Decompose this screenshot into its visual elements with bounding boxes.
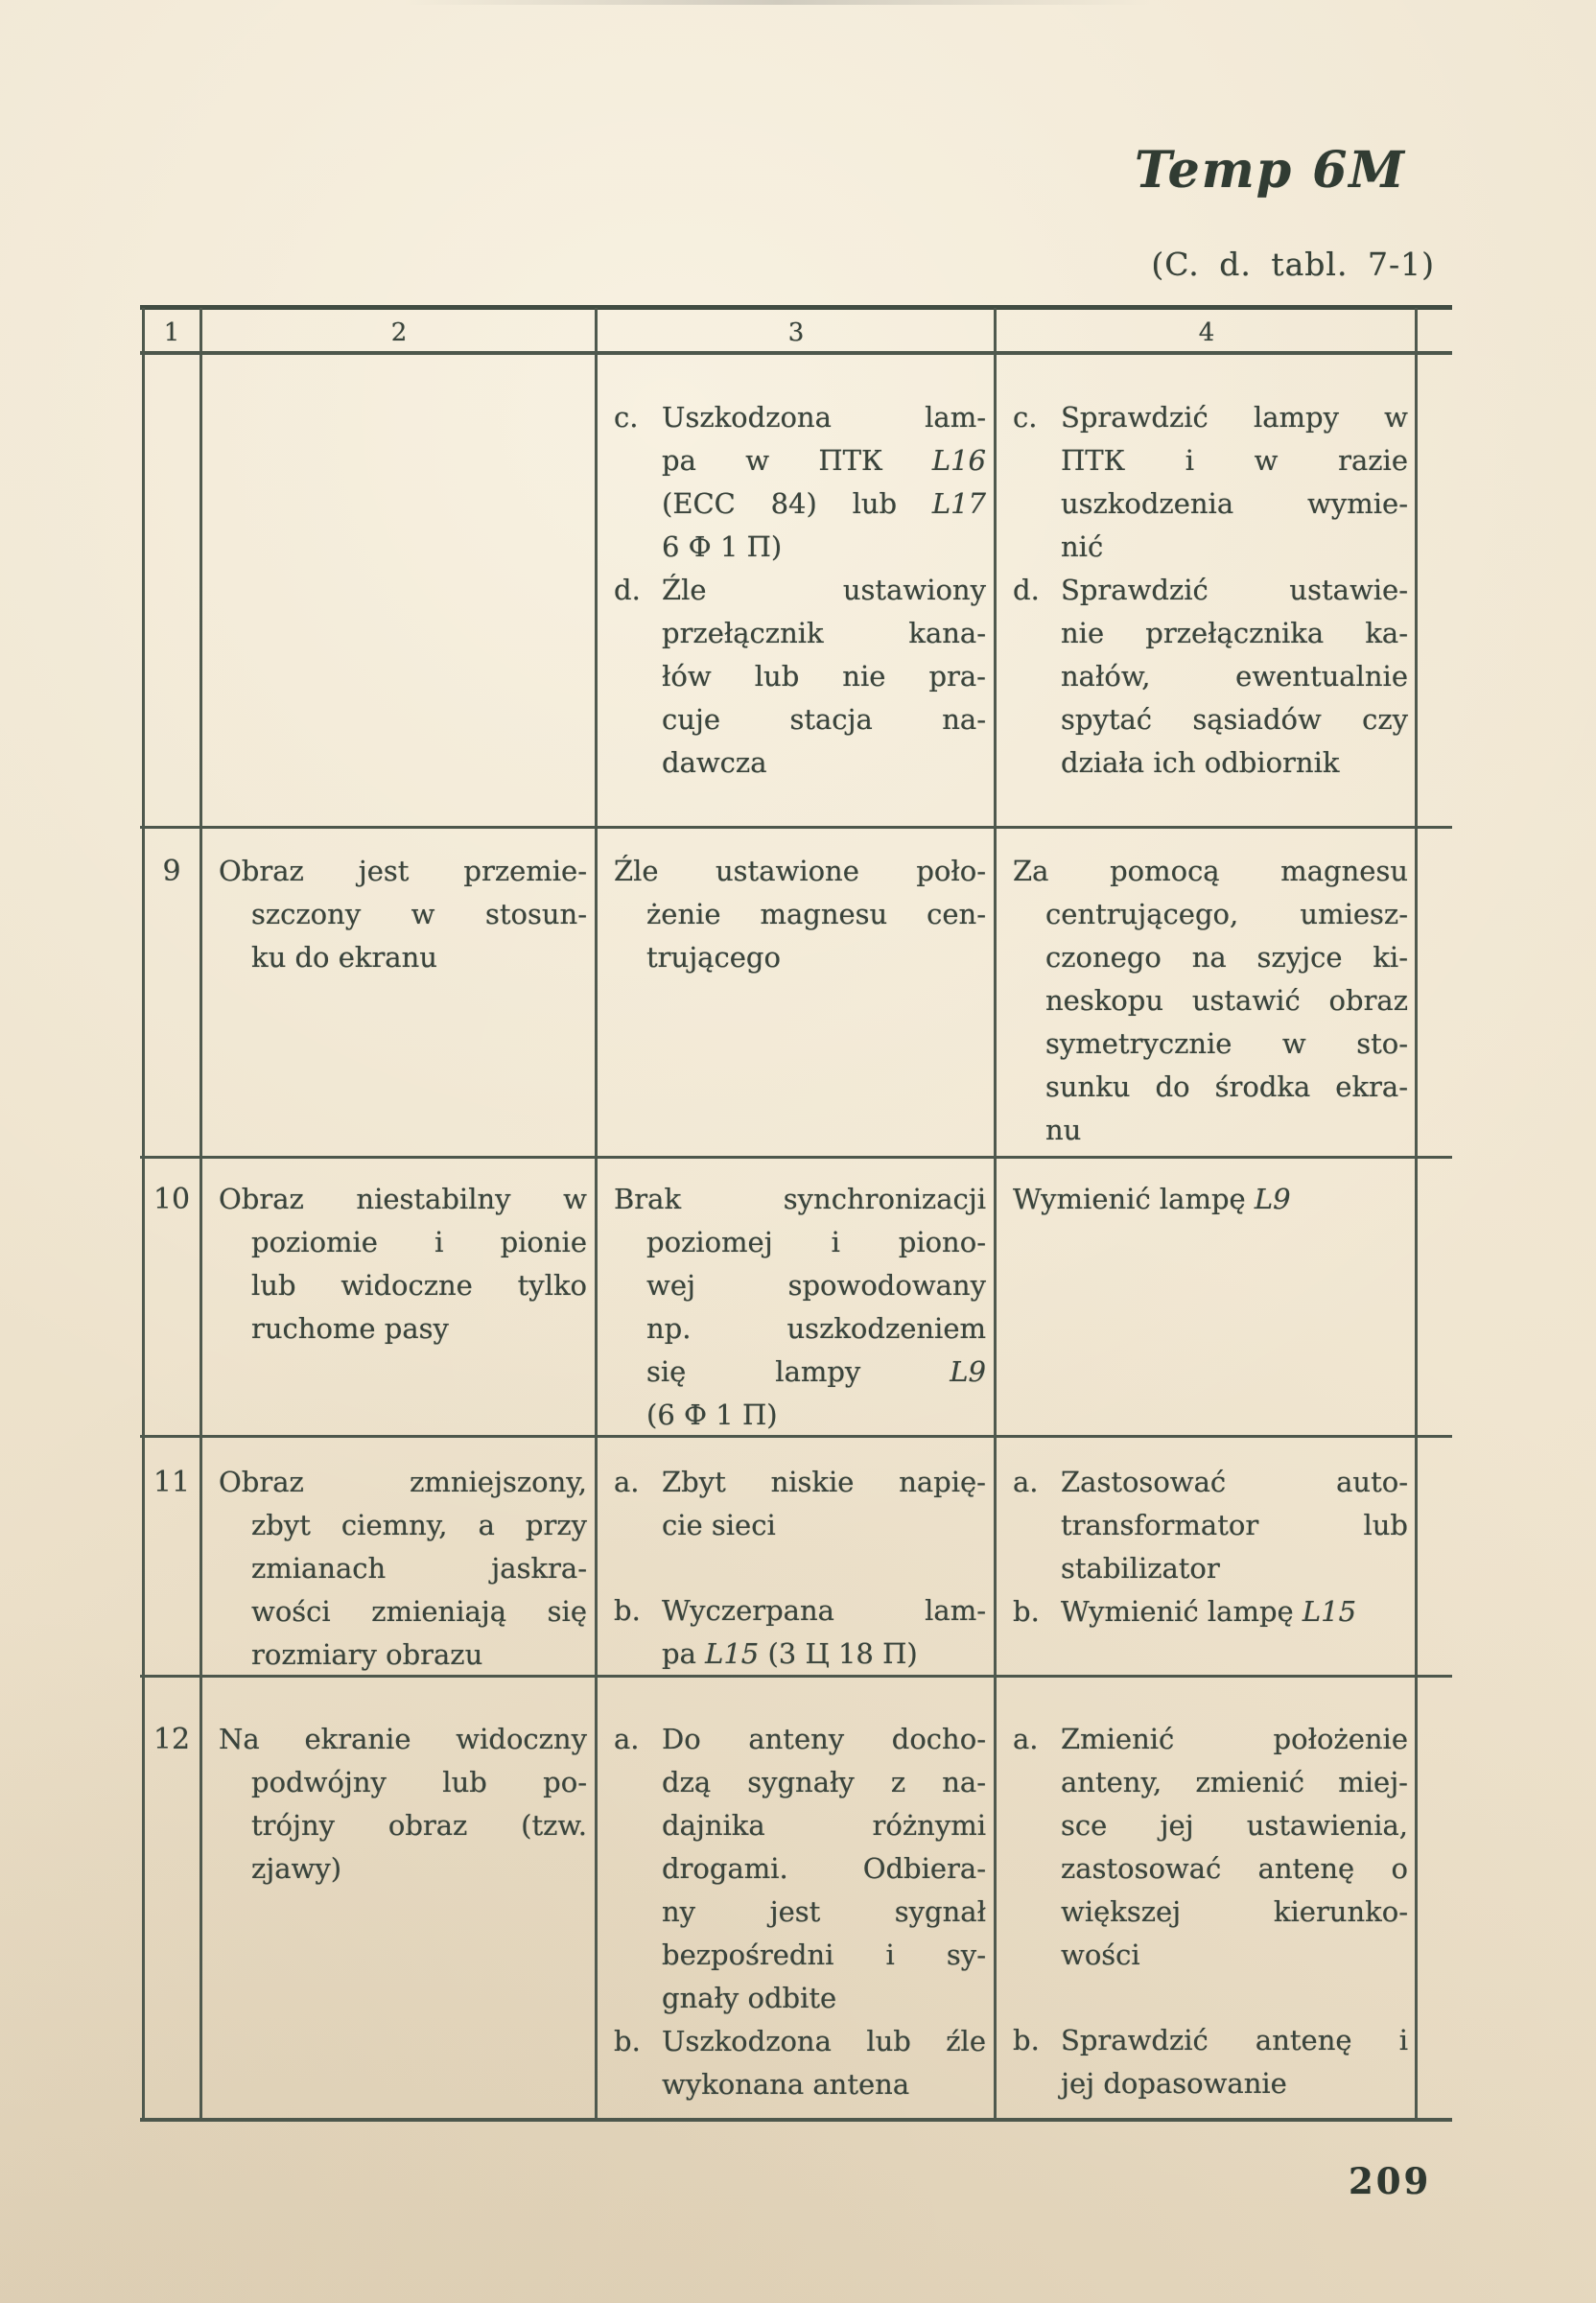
cell-text-item	[1013, 1461, 1408, 1590]
text-line: większej kierunko-	[1061, 1895, 1408, 1928]
text-line: wości zmieniają się	[251, 1595, 587, 1628]
text-line: nić	[1061, 530, 1104, 563]
text-line: rozmiary obrazu	[251, 1638, 483, 1671]
text-line: nie przełącznika ka-	[1061, 617, 1408, 649]
text-line: wykonana antena	[662, 2068, 910, 2101]
text-line: Na ekranie widoczny	[219, 1723, 587, 1755]
column-header: 2	[390, 317, 408, 347]
cell-text-item	[614, 1461, 986, 1547]
item-letter-label: b.	[1013, 1595, 1040, 1628]
cell-text-item	[219, 1461, 587, 1677]
text-line: Wymienić lampę L15	[1061, 1595, 1357, 1628]
item-letter-label: c.	[614, 401, 639, 434]
item-letter-label: c.	[1013, 401, 1038, 434]
text-line: wości	[1061, 1939, 1140, 1971]
text-line: Uszkodzona lam-	[662, 401, 986, 434]
row-number-cell: 9	[162, 855, 181, 888]
text-line: poziomej i piono-	[646, 1226, 986, 1258]
text-line: Źle ustawiony	[662, 574, 986, 606]
cell-text-item	[1013, 1178, 1408, 1221]
table-header-row	[142, 305, 1418, 352]
item-letter-label: b.	[614, 2025, 641, 2057]
remedy-cell	[996, 1461, 1418, 1677]
table-row	[142, 827, 1418, 1157]
text-line: Do anteny docho-	[662, 1723, 986, 1755]
text-line: drogami. Odbiera-	[662, 1852, 986, 1885]
text-line: poziomie i pionie	[251, 1226, 587, 1258]
text-line: łów lub nie pra-	[662, 660, 986, 693]
text-line: pa w ПТК L16	[662, 444, 986, 477]
text-line: zbyt ciemny, a przy	[251, 1509, 587, 1541]
cell-text-item	[1013, 396, 1408, 569]
text-line: Zastosować auto-	[1061, 1466, 1408, 1498]
text-line: Wyczerpana lam-	[662, 1594, 986, 1627]
text-line: anteny, zmienić miej-	[1061, 1766, 1408, 1798]
text-line: się lampy L9	[646, 1355, 986, 1388]
text-line: Za pomocą magnesu	[1013, 855, 1408, 887]
cell-text-item	[219, 1178, 587, 1351]
text-line: dzą sygnały z na-	[662, 1766, 986, 1798]
item-letter-label: a.	[1013, 1723, 1039, 1755]
text-line: Zbyt niskie napię-	[662, 1466, 986, 1498]
cause-cell	[597, 1718, 996, 2122]
cell-text-item	[614, 569, 986, 785]
text-line: sunku do środka ekra-	[1045, 1070, 1408, 1103]
page-title: Temp 6M	[1134, 141, 1406, 200]
text-line: bezpośredni i sy-	[662, 1939, 986, 1971]
table-grid-line	[1415, 308, 1418, 2119]
column-header: 4	[1198, 317, 1215, 347]
text-line: przełącznik kana-	[662, 617, 986, 649]
cell-text-item	[614, 1178, 986, 1437]
text-line: Sprawdzić lampy w	[1061, 401, 1408, 434]
table-grid-line	[994, 308, 997, 2119]
cause-cell	[597, 396, 996, 827]
item-letter-label: a.	[614, 1466, 640, 1498]
cell-text-item	[614, 1589, 986, 1676]
row-number-cell: 12	[153, 1723, 191, 1756]
cell-text-item	[1013, 569, 1408, 785]
table-row	[142, 352, 1418, 827]
text-line: sce jej ustawienia,	[1061, 1809, 1408, 1842]
symptom-cell	[201, 396, 597, 827]
text-line: zmianach jaskra-	[251, 1552, 587, 1585]
item-letter-label: a.	[1013, 1466, 1039, 1498]
text-line: gnały odbite	[662, 1982, 837, 2014]
cause-cell	[597, 1461, 996, 1677]
text-line: trującego	[646, 941, 781, 974]
fault-table	[142, 305, 1418, 2122]
cell-text-item	[614, 850, 986, 979]
text-line: (ECC 84) lub L17	[662, 487, 986, 520]
text-line: dawcza	[662, 746, 767, 779]
table-row	[142, 1157, 1418, 1436]
cell-text-item	[1013, 2019, 1408, 2105]
column-header: 3	[787, 317, 805, 347]
table-grid-line	[595, 308, 598, 2119]
row-number-cell: 10	[153, 1183, 191, 1216]
text-line: Brak synchronizacji	[614, 1183, 986, 1215]
column-header: 1	[163, 317, 180, 347]
table-grid-line	[200, 308, 202, 2119]
text-line: Obraz jest przemie-	[219, 855, 587, 887]
text-line: symetrycznie w sto-	[1045, 1027, 1408, 1060]
cell-text-item	[614, 396, 986, 569]
row-number-cell: 11	[153, 1466, 191, 1499]
item-letter-label: b.	[614, 1594, 641, 1627]
text-line: (6 Ф 1 П)	[646, 1398, 778, 1431]
text-line: centrującego, umiesz-	[1045, 898, 1408, 930]
cell-text-item	[1013, 1718, 1408, 1977]
text-line: lub widoczne tylko	[251, 1269, 587, 1302]
symptom-cell	[201, 1461, 597, 1677]
table-row	[142, 1436, 1418, 1676]
remedy-cell	[996, 396, 1418, 827]
text-line: jej dopasowanie	[1061, 2067, 1287, 2100]
item-letter-label: d.	[1013, 574, 1040, 606]
cause-cell	[597, 1178, 996, 1437]
table-continuation-note: (C. d. tabl. 7-1)	[1151, 246, 1435, 283]
text-line: zjawy)	[251, 1852, 342, 1885]
text-line: Wymienić lampę L9	[1013, 1183, 1291, 1215]
item-letter-label: b.	[1013, 2024, 1040, 2056]
text-line: cuje stacja na-	[662, 703, 986, 736]
text-line: stabilizator	[1061, 1552, 1220, 1585]
text-line: ny jest sygnał	[662, 1895, 986, 1928]
item-letter-label: a.	[614, 1723, 640, 1755]
text-line: Uszkodzona lub źle	[662, 2025, 986, 2057]
text-line: nałów, ewentualnie	[1061, 660, 1408, 693]
text-line: trójny obraz (tzw.	[251, 1809, 587, 1842]
cell-text-item	[614, 1718, 986, 2020]
symptom-cell	[201, 1178, 597, 1437]
page-number: 209	[1349, 2160, 1432, 2202]
cell-text-item	[1013, 850, 1408, 1152]
text-line: transformator lub	[1061, 1509, 1408, 1541]
text-line: podwójny lub po-	[251, 1766, 587, 1798]
table-row	[142, 1676, 1418, 2122]
text-line: nu	[1045, 1114, 1082, 1146]
text-line: Obraz niestabilny w	[219, 1183, 587, 1215]
text-line: np. uszkodzeniem	[646, 1312, 986, 1345]
cell-text-item	[219, 1718, 587, 1891]
text-line: uszkodzenia wymie-	[1061, 487, 1408, 520]
text-line: Zmienić położenie	[1061, 1723, 1408, 1755]
symptom-cell	[201, 850, 597, 1157]
text-line: ku do ekranu	[251, 941, 437, 974]
text-line: Źle ustawione poło-	[614, 855, 986, 887]
remedy-cell	[996, 1178, 1418, 1437]
text-line: wej spowodowany	[646, 1269, 986, 1302]
remedy-cell	[996, 1718, 1418, 2122]
text-line: czonego na szyjce ki-	[1045, 941, 1408, 974]
text-line: neskopu ustawić obraz	[1045, 984, 1408, 1017]
text-line: Sprawdzić ustawie-	[1061, 574, 1408, 606]
cell-text-item	[614, 2020, 986, 2106]
table-grid-line	[142, 308, 145, 2119]
text-line: Obraz zmniejszony,	[219, 1466, 587, 1498]
symptom-cell	[201, 1718, 597, 2122]
text-line: dajnika różnymi	[662, 1809, 986, 1842]
text-line: szczony w stosun-	[251, 898, 587, 930]
cause-cell	[597, 850, 996, 1157]
item-letter-label: d.	[614, 574, 641, 606]
text-line: cie sieci	[662, 1509, 776, 1541]
text-line: spytać sąsiadów czy	[1061, 703, 1408, 736]
cell-text-item	[1013, 1590, 1408, 1633]
text-line: ПТК i w razie	[1061, 444, 1408, 477]
text-line: ruchome pasy	[251, 1312, 449, 1345]
text-line: zastosować antenę o	[1061, 1852, 1408, 1885]
text-line: żenie magnesu cen-	[646, 898, 986, 930]
text-line: działa ich odbiornik	[1061, 746, 1340, 779]
text-line: pa L15 (3 Ц 18 П)	[662, 1637, 918, 1670]
text-line: Sprawdzić antenę i	[1061, 2024, 1408, 2056]
text-line: 6 Ф 1 П)	[662, 530, 783, 563]
row-number-cell	[142, 396, 201, 827]
remedy-cell	[996, 850, 1418, 1157]
cell-text-item	[219, 850, 587, 979]
